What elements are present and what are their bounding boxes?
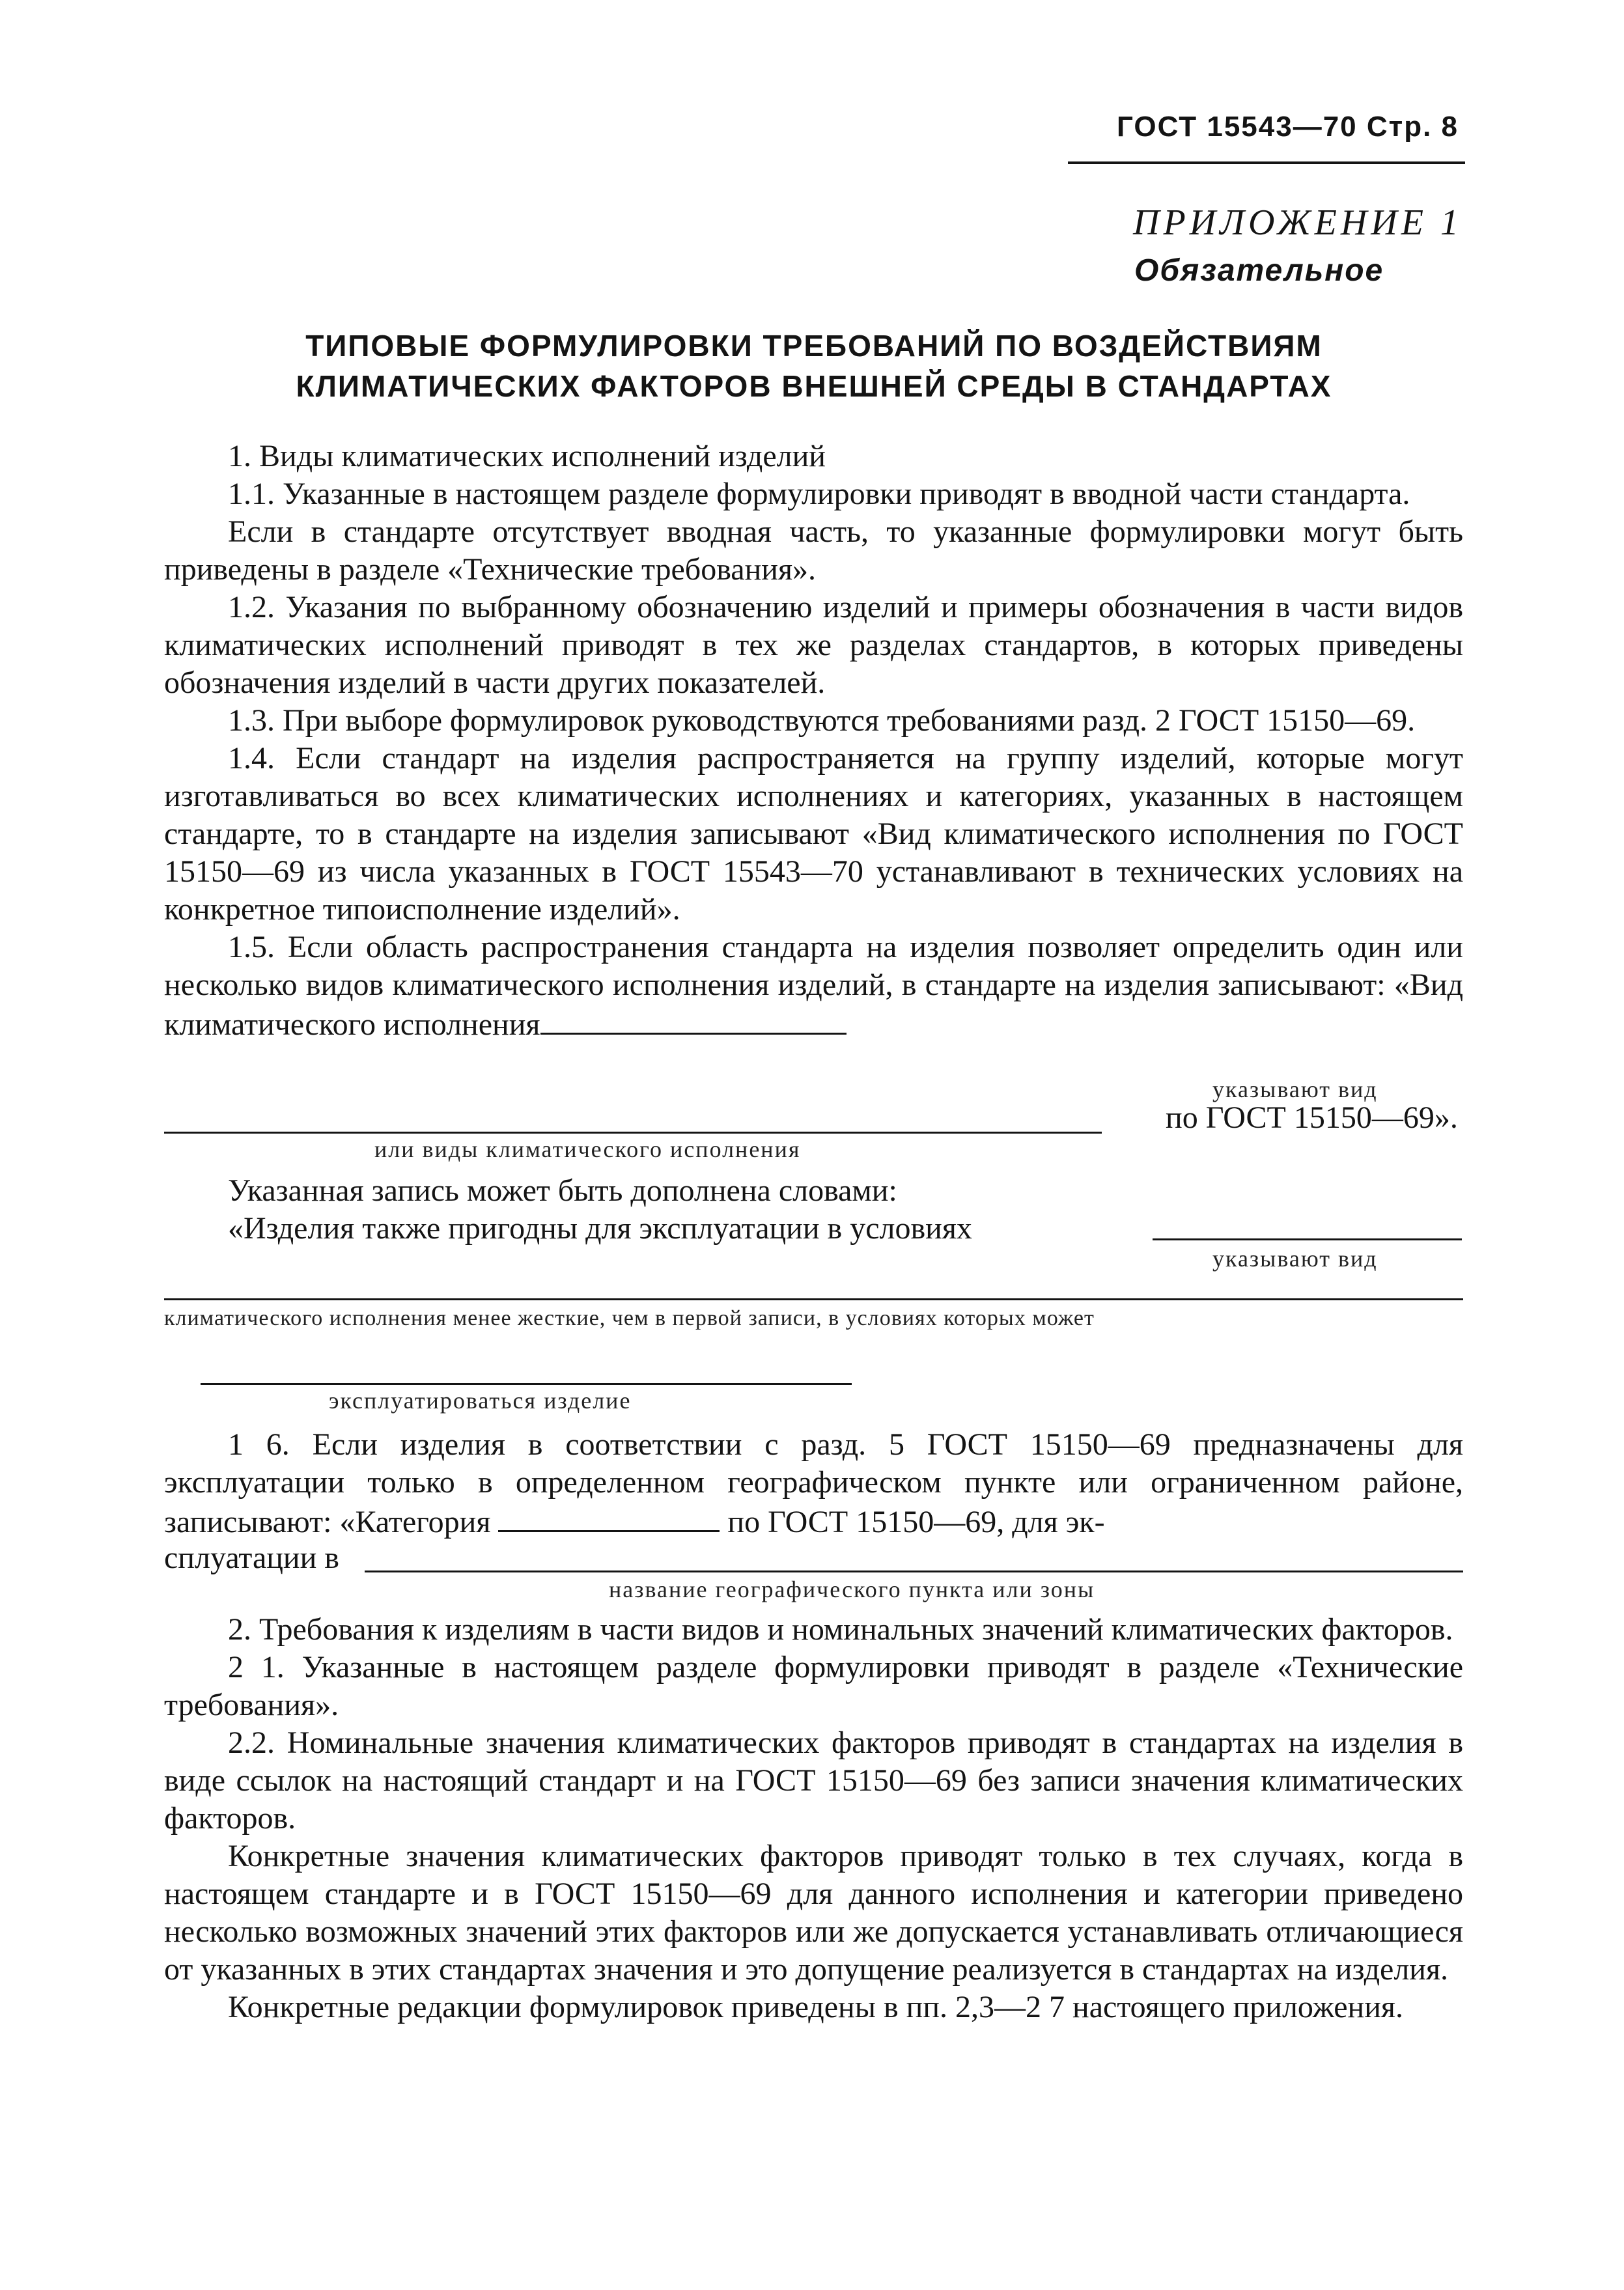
blank-category <box>498 1501 720 1532</box>
caption-long: климатического исполнения менее жесткие, чем в первой записи, в условиях которых может <box>164 1306 1095 1330</box>
blank-vid-3 <box>1153 1238 1462 1240</box>
para-1-6b: сплуатации в <box>164 1541 339 1575</box>
caption-geo: название географического пункта или зоны <box>609 1576 1095 1602</box>
para-1-5 <box>164 929 1463 1044</box>
title-line-1: ТИПОВЫЕ ФОРМУЛИРОВКИ ТРЕБОВАНИЙ ПО ВОЗДЕЙСТВИЯМ <box>305 329 1323 363</box>
para-2-2b: Конкретные значения климатических факторов приводят только в тех случаях, когда в настоящем стандарте и в ГОСТ 15150—69 для данного исполнения и категории приведено несколько возможных значений этих факторов или же допускается устанавливать отличающиеся от указанных в этих стандартах значения и это допущение реализуется в стандартах на изделия. <box>164 1839 1463 1987</box>
title-line-2: КЛИМАТИЧЕСКИХ ФАКТОРОВ ВНЕШНЕЙ СРЕДЫ В СТАНДАРТАХ <box>296 369 1332 403</box>
document-title <box>163 326 1465 406</box>
para-1-6 <box>164 1426 1463 1541</box>
caption-expl: эксплуатироваться изделие <box>329 1388 632 1414</box>
caption-vid-1: указывают вид <box>1212 1076 1378 1102</box>
gost-ref-1: по ГОСТ 15150—69». <box>1166 1100 1458 1135</box>
para-1-3: 1.3. При выборе формулировок руководствуются требованиями разд. 2 ГОСТ 15150—69. <box>228 703 1416 738</box>
blank-vid-1 <box>540 1004 847 1035</box>
para-2-2: 2.2. Номинальные значения климатических факторов приводят в стандартах на изделия в виде ссылок на настоящий стандарт и на ГОСТ 15150—69 без записи значения климатических факторов. <box>164 1725 1463 1836</box>
blank-geo <box>365 1571 1463 1572</box>
para-1-5c: «Изделия также пригодны для эксплуатации в условиях <box>228 1211 972 1246</box>
section2-heading: 2. Требования к изделиям в части видов и номинальных значений климатических факторов. <box>228 1612 1453 1647</box>
para-1-5-text: 1.5. Если область распространения стандарта на изделия позволяет определить один или несколько видов климатического исполнения изделий, в стандарте на изделия записывают: «Вид климатического исполнения <box>164 930 1463 1042</box>
para-1-6-tail: по ГОСТ 15150—69, для эк- <box>727 1505 1105 1539</box>
para-2-1: 2 1. Указанные в настоящем разделе формулировки приводят в разделе «Технические требования». <box>164 1650 1463 1722</box>
caption-vidy: или виды климатического исполнения <box>374 1136 801 1162</box>
para-1-5b: Указанная запись может быть дополнена словами: <box>228 1173 897 1208</box>
caption-vid-2: указывают вид <box>1212 1246 1378 1272</box>
section1-heading: 1. Виды климатических исполнений изделий <box>228 439 826 473</box>
header-rule <box>1068 161 1465 164</box>
blank-expl <box>201 1383 852 1385</box>
section1-block-a <box>164 438 1463 1044</box>
section2-block <box>164 1611 1463 2026</box>
blank-vid-2 <box>164 1132 1102 1134</box>
para-1-2: 1.2. Указания по выбранному обозначению изделий и примеры обозначения в части видов климатических исполнений приводят в тех же разделах стандартов, в которых приведены обозначения изделий в части других показателей. <box>164 590 1463 700</box>
blank-long <box>164 1298 1463 1300</box>
para-2-2c: Конкретные редакции формулировок приведены в пп. 2,3—2 7 настоящего приложения. <box>228 1990 1403 2024</box>
para-1-6-text: 1 6. Если изделия в соответствии с разд. 5 ГОСТ 15150—69 предназначены для эксплуатации только в определенном географическом пункте или ограниченном районе, записывают: «Категория <box>164 1427 1463 1539</box>
appendix-type: Обязательное <box>1134 253 1384 288</box>
para-1-1b: Если в стандарте отсутствует вводная часть, то указанные формулировки могут быть приведены в разделе «Технические требования». <box>164 514 1463 587</box>
appendix-label: ПРИЛОЖЕНИЕ 1 <box>1133 202 1463 243</box>
para-1-4: 1.4. Если стандарт на изделия распространяется на группу изделий, которые могут изготавливаться во всех климатических исполнениях и категориях, указанных в настоящем стандарте, то в стандарте на изделия записывают «Вид климатического исполнения по ГОСТ 15150—69 из числа указанных в ГОСТ 15543—70 устанавливают в технических условиях на конкретное типоисполнение изделий». <box>164 741 1463 927</box>
section1-block-b <box>164 1426 1463 1541</box>
page-header: ГОСТ 15543—70 Стр. 8 <box>1116 111 1459 143</box>
para-1-1: 1.1. Указанные в настоящем разделе формулировки приводят в вводной части стандарта. <box>228 477 1410 511</box>
